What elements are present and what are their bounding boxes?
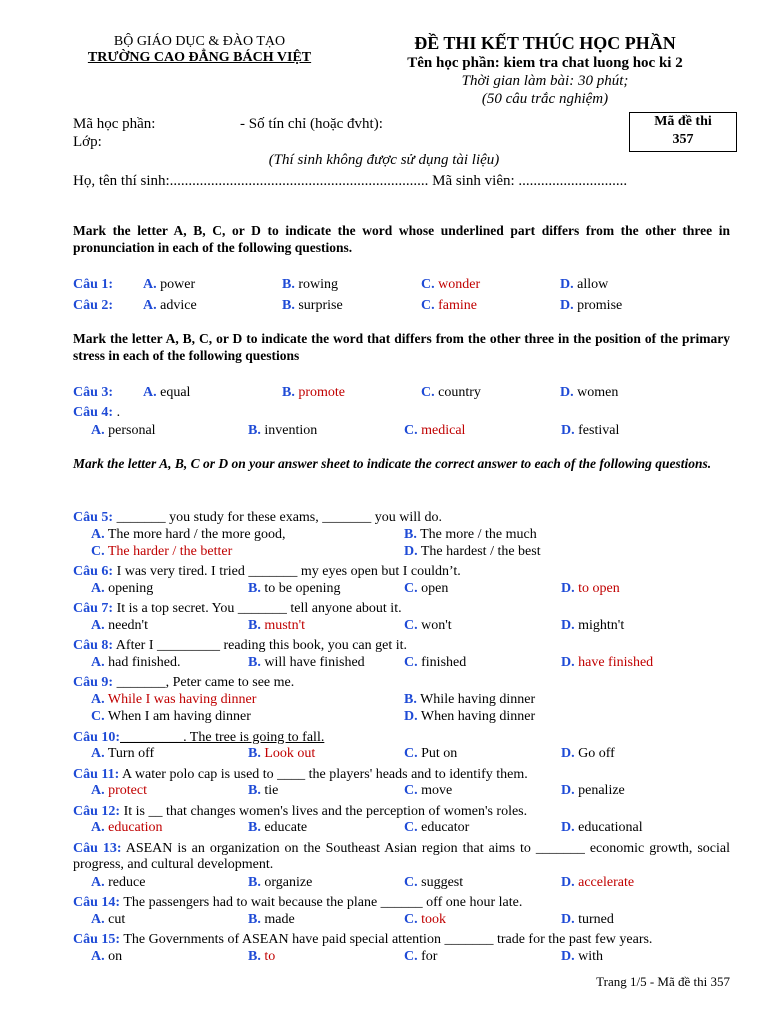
q7-option-d[interactable] <box>561 618 624 634</box>
option-letter: B. <box>248 949 261 964</box>
question-number: Câu 6: <box>73 564 114 579</box>
q9-option-d[interactable] <box>404 709 535 725</box>
option-text: personal <box>108 423 156 438</box>
q12-option-c[interactable] <box>404 820 469 836</box>
option-text: made <box>264 912 295 927</box>
question-number: Câu 4: <box>73 405 114 420</box>
question-6 <box>73 564 733 580</box>
q12-option-d[interactable] <box>561 820 643 836</box>
q6-option-c[interactable] <box>404 581 448 597</box>
question-number: Câu 12: <box>73 804 121 819</box>
option-letter: C. <box>91 544 105 559</box>
question-stem: It is __ that changes women's lives and the perception of women's roles. <box>123 804 528 819</box>
option-letter: D. <box>560 298 574 313</box>
credits-label: - Số tín chỉ (hoặc đvht): <box>240 116 383 132</box>
course-name: Tên học phần: kiem tra chat luong hoc ki 2 <box>407 55 683 71</box>
q8-option-b[interactable] <box>248 655 365 671</box>
q4-option-b[interactable] <box>248 423 317 439</box>
option-letter: A. <box>91 692 105 707</box>
option-letter: D. <box>561 912 575 927</box>
option-letter: B. <box>404 527 417 542</box>
option-letter: B. <box>248 912 261 927</box>
option-text: opening <box>108 581 154 596</box>
exam-title: ĐỀ THI KẾT THÚC HỌC PHẦN <box>414 33 676 53</box>
option-letter: C. <box>404 746 418 761</box>
option-text: When I am having dinner <box>107 709 251 724</box>
q4-option-c[interactable] <box>404 423 465 439</box>
option-text: country <box>438 385 481 400</box>
option-text: needn't <box>108 618 148 633</box>
option-text: tie <box>264 783 279 798</box>
q9-option-b[interactable] <box>404 692 535 708</box>
q5-option-a[interactable] <box>91 527 286 543</box>
q15-option-d[interactable] <box>561 949 603 965</box>
q13-option-d[interactable] <box>561 875 634 891</box>
option-letter: D. <box>561 746 575 761</box>
option-text: educator <box>421 820 470 835</box>
option-letter: B. <box>248 655 261 670</box>
option-text: famine <box>438 298 477 313</box>
question-count: (50 câu trắc nghiệm) <box>481 91 609 107</box>
question-number: Câu 10: <box>73 730 121 745</box>
option-text: education <box>108 820 163 835</box>
option-text: Go off <box>578 746 615 761</box>
option-text: Turn off <box>107 746 155 761</box>
option-text: turned <box>578 912 614 927</box>
option-text: move <box>421 783 453 798</box>
option-letter: A. <box>91 875 105 890</box>
q2-option-b[interactable] <box>282 298 343 314</box>
question-stem: _______, Peter came to see me. <box>116 675 295 690</box>
section-grammar-instruction: Mark the letter A, B, C or D on your answer sheet to indicate the correct answer to each of the following questions. <box>73 456 712 471</box>
question-number: Câu 14: <box>73 895 121 910</box>
q8-option-d[interactable] <box>561 655 653 671</box>
option-letter: B. <box>248 618 261 633</box>
option-text: allow <box>577 277 609 292</box>
option-letter: C. <box>404 655 418 670</box>
q6-option-d[interactable] <box>561 581 620 597</box>
student-info-line: Họ, tên thí sinh:..................................................................... Mã sinh viên: ............................. <box>73 173 628 189</box>
option-letter: D. <box>561 875 575 890</box>
option-letter: C. <box>404 618 418 633</box>
option-letter: A. <box>143 385 157 400</box>
option-text: accelerate <box>578 875 635 890</box>
option-text: finished <box>421 655 467 670</box>
option-text: took <box>421 912 447 927</box>
option-letter: B. <box>404 692 417 707</box>
q15-option-b[interactable] <box>248 949 275 965</box>
q12-option-b[interactable] <box>248 820 307 836</box>
q12-option-a[interactable] <box>91 820 163 836</box>
q6-option-a[interactable] <box>91 581 153 597</box>
option-letter: C. <box>404 875 418 890</box>
option-letter: C. <box>421 277 435 292</box>
question-11 <box>73 767 733 783</box>
section-stress-instruction: Mark the letter A, B, C, or D to indicate the word that differs from the other three in the position of the primary stress in each of the following questions <box>73 331 730 363</box>
option-letter: A. <box>91 655 105 670</box>
q11-option-a[interactable] <box>91 783 147 799</box>
option-letter: A. <box>143 298 157 313</box>
question-stem: ASEAN is an organization on the Southeast Asian region that aims to _______ economic growth, social progress, and cultural development. <box>73 841 730 872</box>
q2-option-c[interactable] <box>421 298 477 314</box>
question-9 <box>73 675 733 691</box>
exam-code-label: Mã đề thi <box>654 114 712 129</box>
option-text: with <box>578 949 604 964</box>
q3-option-d[interactable] <box>560 385 618 401</box>
question-stem: _______ you study for these exams, _______ you will do. <box>116 510 443 525</box>
q1-option-c[interactable] <box>421 277 480 293</box>
option-text: The hardest / the best <box>420 544 541 559</box>
no-materials-note: (Thí sinh không được sử dụng tài liệu) <box>268 152 500 168</box>
option-text: The more / the much <box>420 527 537 542</box>
question-number: Câu 3: <box>73 385 114 400</box>
question-14 <box>73 895 733 911</box>
q2-option-a[interactable] <box>143 298 197 314</box>
option-text: have finished <box>578 655 654 670</box>
q5-option-d[interactable] <box>404 544 541 560</box>
option-letter: D. <box>561 655 575 670</box>
option-letter: D. <box>561 820 575 835</box>
option-text: mightn't <box>578 618 625 633</box>
option-text: reduce <box>108 875 146 890</box>
class-label: Lớp: <box>73 134 102 150</box>
q13-option-c[interactable] <box>404 875 463 891</box>
option-letter: B. <box>248 581 261 596</box>
q1-option-b[interactable] <box>282 277 338 293</box>
option-letter: B. <box>248 820 261 835</box>
question-7 <box>73 601 733 617</box>
option-letter: C. <box>421 385 435 400</box>
question-13 <box>73 841 730 873</box>
q7-option-b[interactable] <box>248 618 305 634</box>
q11-option-c[interactable] <box>404 783 452 799</box>
option-text: penalize <box>578 783 625 798</box>
option-text: wonder <box>438 277 481 292</box>
q5-option-b[interactable] <box>404 527 537 543</box>
option-text: had finished. <box>108 655 181 670</box>
exam-code-box <box>629 112 737 152</box>
q6-option-b[interactable] <box>248 581 341 597</box>
q9-option-a[interactable] <box>91 692 256 708</box>
school-name: TRƯỜNG CAO ĐẲNG BÁCH VIỆT <box>87 50 312 65</box>
option-letter: C. <box>421 298 435 313</box>
option-text: invention <box>264 423 318 438</box>
course-code-label: Mã học phần: <box>73 116 156 132</box>
option-text: Put on <box>421 746 458 761</box>
option-letter: A. <box>91 423 105 438</box>
header-left <box>72 34 327 66</box>
option-text: festival <box>578 423 620 438</box>
q10-option-d[interactable] <box>561 746 615 762</box>
question-10 <box>73 730 733 746</box>
q5-option-c[interactable] <box>91 544 232 560</box>
q1-option-d[interactable] <box>560 277 608 293</box>
question-stem: After I _________ reading this book, you can get it. <box>115 638 408 653</box>
option-text: for <box>421 949 438 964</box>
question-stem: . <box>116 405 121 420</box>
option-text: will have finished <box>264 655 365 670</box>
q14-option-b[interactable] <box>248 912 295 928</box>
option-text: protect <box>108 783 147 798</box>
q4-option-a[interactable] <box>91 423 156 439</box>
option-text: to open <box>578 581 620 596</box>
option-text: educational <box>578 820 643 835</box>
question-15 <box>73 932 733 948</box>
question-8 <box>73 638 733 654</box>
option-text: suggest <box>421 875 464 890</box>
question-number: Câu 13: <box>73 841 122 856</box>
option-text: While I was having dinner <box>107 692 257 707</box>
q7-option-c[interactable] <box>404 618 452 634</box>
ministry-name: BỘ GIÁO DỤC & ĐÀO TẠO <box>113 34 286 49</box>
q15-option-c[interactable] <box>404 949 437 965</box>
question-4 <box>73 405 733 421</box>
option-text: open <box>421 581 449 596</box>
q3-option-c[interactable] <box>421 385 481 401</box>
option-letter: B. <box>282 277 295 292</box>
option-letter: A. <box>91 527 105 542</box>
question-stem: The passengers had to wait because the plane ______ off one hour late. <box>123 895 523 910</box>
q10-option-c[interactable] <box>404 746 457 762</box>
option-letter: D. <box>561 423 575 438</box>
option-text: advice <box>160 298 197 313</box>
option-letter: D. <box>561 783 575 798</box>
question-stem: The Governments of ASEAN have paid special attention _______ trade for the past few years. <box>123 932 653 947</box>
question-number: Câu 15: <box>73 932 121 947</box>
q13-option-b[interactable] <box>248 875 312 891</box>
option-text: The harder / the better <box>107 544 233 559</box>
option-text: surprise <box>298 298 343 313</box>
option-text: to be opening <box>264 581 341 596</box>
option-text: power <box>160 277 196 292</box>
q7-option-a[interactable] <box>91 618 148 634</box>
option-letter: D. <box>404 709 418 724</box>
option-letter: A. <box>91 618 105 633</box>
option-letter: C. <box>404 581 418 596</box>
question-number: Câu 1: <box>73 277 114 292</box>
option-letter: C. <box>404 820 418 835</box>
option-text: organize <box>264 875 313 890</box>
option-text: medical <box>421 423 466 438</box>
q8-option-a[interactable] <box>91 655 180 671</box>
page-footer: Trang 1/5 - Mã đề thi 357 <box>596 974 730 989</box>
question-stem: I was very tired. I tried _______ my eyes open but I couldn’t. <box>116 564 461 579</box>
question-number: Câu 9: <box>73 675 114 690</box>
option-letter: C. <box>404 423 418 438</box>
option-text: The more hard / the more good, <box>107 527 286 542</box>
option-letter: C. <box>404 783 418 798</box>
q1-option-a[interactable] <box>143 277 195 293</box>
option-letter: A. <box>91 912 105 927</box>
q10-option-a[interactable] <box>91 746 154 762</box>
option-letter: A. <box>91 746 105 761</box>
question-12 <box>73 804 733 820</box>
option-text: won't <box>421 618 452 633</box>
option-text: educate <box>264 820 308 835</box>
option-text: mustn't <box>264 618 305 633</box>
header-right <box>360 32 730 108</box>
option-letter: A. <box>143 277 157 292</box>
option-letter: D. <box>561 581 575 596</box>
q14-option-a[interactable] <box>91 912 125 928</box>
option-letter: B. <box>248 423 261 438</box>
option-text: rowing <box>298 277 339 292</box>
option-text: on <box>108 949 123 964</box>
option-letter: B. <box>248 875 261 890</box>
option-letter: A. <box>91 820 105 835</box>
option-letter: D. <box>561 949 575 964</box>
q10-option-b[interactable] <box>248 746 315 762</box>
option-text: women <box>577 385 619 400</box>
q3-option-a[interactable] <box>143 385 190 401</box>
question-stem: It is a top secret. You _______ tell anyone about it. <box>116 601 402 616</box>
q8-option-c[interactable] <box>404 655 466 671</box>
question-number: Câu 11: <box>73 767 120 782</box>
question-stem: A water polo cap is used to ____ the players' heads and to identify them. <box>122 767 528 782</box>
option-letter: D. <box>560 385 574 400</box>
q14-option-d[interactable] <box>561 912 614 928</box>
option-letter: B. <box>282 385 295 400</box>
question-number: Câu 5: <box>73 510 114 525</box>
option-letter: B. <box>248 746 261 761</box>
exam-time: Thời gian làm bài: 30 phút; <box>461 73 629 89</box>
question-number: Câu 8: <box>73 638 114 653</box>
option-text: When having dinner <box>420 709 536 724</box>
option-letter: A. <box>91 581 105 596</box>
option-text: promote <box>298 385 345 400</box>
option-letter: D. <box>561 618 575 633</box>
q11-option-d[interactable] <box>561 783 625 799</box>
option-text: to <box>264 949 276 964</box>
section-pronunciation-instruction: Mark the letter A, B, C, or D to indicate the word whose underlined part differs from the other three in pronunciation in each of the following questions. <box>73 223 730 255</box>
option-text: promise <box>577 298 623 313</box>
option-letter: B. <box>248 783 261 798</box>
option-letter: C. <box>91 709 105 724</box>
option-letter: C. <box>404 912 418 927</box>
q2-option-d[interactable] <box>560 298 622 314</box>
question-stem: _________. The tree is going to fall. <box>120 730 325 745</box>
q14-option-c[interactable] <box>404 912 446 928</box>
option-letter: D. <box>560 277 574 292</box>
option-text: Look out <box>264 746 316 761</box>
q15-option-a[interactable] <box>91 949 122 965</box>
q13-option-a[interactable] <box>91 875 145 891</box>
question-5 <box>73 510 733 526</box>
question-number: Câu 2: <box>73 298 114 313</box>
option-letter: A. <box>91 783 105 798</box>
question-number: Câu 7: <box>73 601 114 616</box>
option-letter: B. <box>282 298 295 313</box>
option-text: equal <box>160 385 191 400</box>
q9-option-c[interactable] <box>91 709 251 725</box>
exam-code-value: 357 <box>672 132 694 147</box>
q4-option-d[interactable] <box>561 423 619 439</box>
option-letter: D. <box>404 544 418 559</box>
option-text: While having dinner <box>420 692 536 707</box>
option-text: cut <box>108 912 126 927</box>
q3-option-b[interactable] <box>282 385 345 401</box>
q11-option-b[interactable] <box>248 783 278 799</box>
option-letter: A. <box>91 949 105 964</box>
option-letter: C. <box>404 949 418 964</box>
